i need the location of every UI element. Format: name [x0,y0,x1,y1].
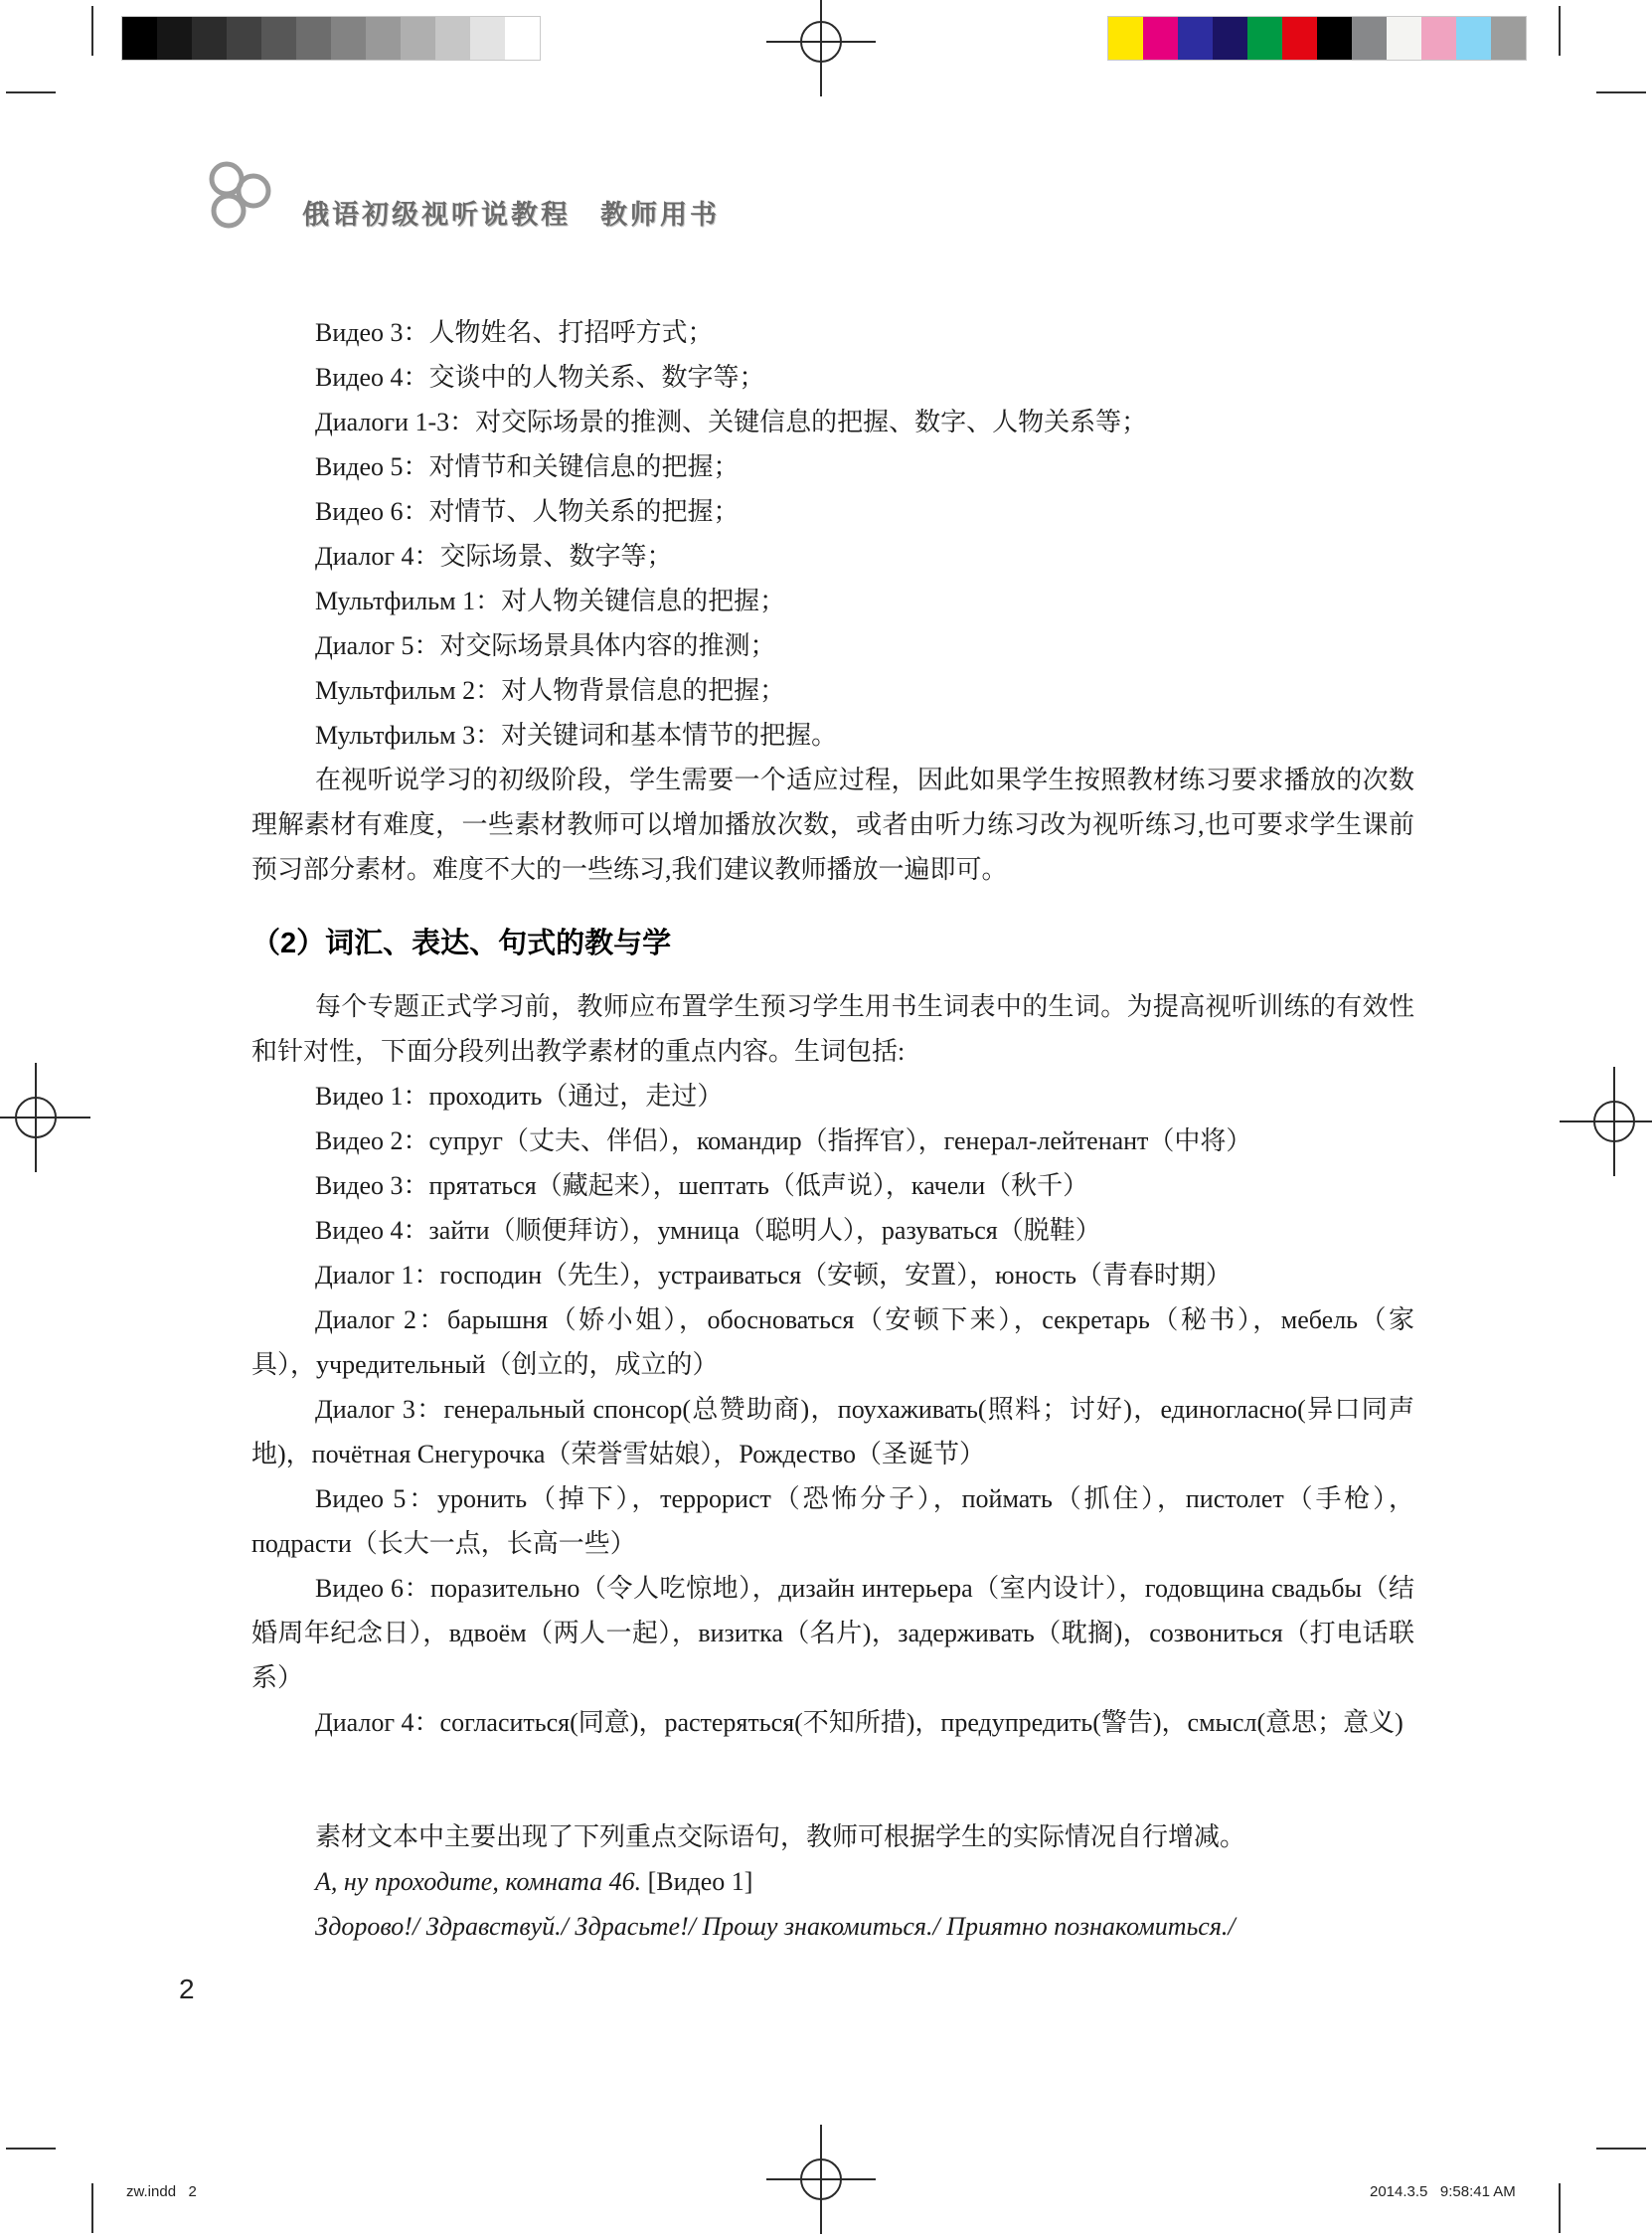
book-title: 俄语初级视听说教程 教师用书 [302,200,720,230]
crop-mark [6,2148,56,2150]
grayscale-swatch [157,17,192,60]
sample-sentence-1-russian: А, ну проходите, комната 46. [315,1867,642,1896]
overview-list-item: Мультфильм 3：对关键词和基本情节的把握。 [315,721,838,750]
overview-list-item: Диалог 4：交际场景、数字等； [315,542,673,571]
color-swatch [1213,17,1247,60]
sample-sentence-2: Здорово!/ Здравствуй./ Здрасьте!/ Прошу знакомиться./ Приятно познакомиться./ [315,1912,1236,1941]
crop-mark [1596,2148,1646,2150]
color-swatch [1247,17,1282,60]
crop-mark [6,91,56,93]
grayscale-swatch [366,17,401,60]
vocab-list-item: Видео 4：зайти（顺便拜访），умница（聪明人），разуваться（脱鞋） [315,1216,1101,1245]
paragraph-vocab-intro: 每个专题正式学习前，教师应布置学生预习学生用书生词表中的生词。为提高视听训练的有效性和针对性，下面分段列出教学素材的重点内容。生词包括: [251,992,1414,1066]
color-swatch [1387,17,1421,60]
color-swatch [1456,17,1491,60]
overview-list-item: Видео 5：对情节和关键信息的把握； [315,452,740,481]
page-body [251,310,1414,1949]
grayscale-swatch [122,17,157,60]
crop-mark [1596,91,1646,93]
registration-mark-bottom [766,2125,876,2234]
overview-list-item: Видео 3：人物姓名、打招呼方式； [315,318,714,347]
vocab-list-item: Видео 1：проходить（通过，走过） [315,1082,724,1111]
color-swatch [1282,17,1317,60]
publisher-logo-icon [199,155,282,244]
color-swatch [1317,17,1352,60]
crop-mark [91,6,93,56]
section-heading: （2）词汇、表达、句式的教与学 [251,928,672,959]
overview-list-item: Диалоги 1-3：对交际场景的推测、关键信息的把握、数字、人物关系等； [315,408,1148,436]
vocab-list-item: Диалог 1：господин（先生），устраиваться（安顿，安置），юность（青春时期） [315,1261,1232,1290]
vocab-list-item: Диалог 2：барышня（娇小姐），обосноваться（安顿下来），секретарь（秘书），мебель（家具），учредительный（创立的，成立的） [251,1305,1414,1379]
color-swatch [1421,17,1456,60]
overview-list-item: Мультфильм 1：对人物关键信息的把握； [315,587,786,615]
color-calibration-bar [1107,16,1527,61]
crop-mark [91,2183,93,2233]
overview-list-item: Видео 6：对情节、人物关系的把握； [315,497,740,526]
color-swatch [1352,17,1387,60]
grayscale-swatch [401,17,435,60]
color-swatch [1178,17,1213,60]
grayscale-swatch [470,17,505,60]
vocab-list-item: Диалог 4：согласиться(同意)，растеряться(不知所措)，предупредить(警告)，смысл(意思；意义) [315,1708,1404,1737]
grayscale-swatch [331,17,366,60]
registration-mark-top [766,0,876,96]
vocab-list-item: Видео 6：поразительно（令人吃惊地），дизайн интерьера（室内设计），годовщина свадьбы（结婚周年纪念日），вдвоём（两人一起），визитка（名片)，задерживать（耽搁)，созвониться（打电话联系） [251,1574,1414,1692]
paragraph-adaptation: 在视听说学习的初级阶段，学生需要一个适应过程，因此如果学生按照教材练习要求播放的次数理解素材有难度，一些素材教师可以增加播放次数，或者由听力练习改为视听练习,也可要求学生课前预习部分素材。难度不大的一些练习,我们建议教师播放一遍即可。 [251,766,1414,884]
registration-mark-left [0,1063,90,1172]
color-swatch [1108,17,1143,60]
grayscale-swatch [435,17,470,60]
grayscale-swatch [227,17,261,60]
crop-mark [1559,6,1561,56]
footer-timestamp: 2014.3.5 9:58:41 AM [1370,2183,1516,2200]
paragraph-expressions: 素材文本中主要出现了下列重点交际语句，教师可根据学生的实际情况自行增减。 [315,1822,1246,1851]
color-swatch [1491,17,1526,60]
vocab-list-item: Диалог 3：генеральный спонсор(总赞助商)，поухаживать(照料；讨好)，единогласно(异口同声地)，почётная Снегурочка（荣誉雪姑娘），Рождество（圣诞节） [251,1395,1414,1468]
footer-file-info: zw.indd 2 [126,2183,197,2200]
overview-list-item: Видео 4：交谈中的人物关系、数字等； [315,363,765,392]
color-swatch [1143,17,1178,60]
grayscale-swatch [261,17,296,60]
vocab-list-item: Видео 5：уронить（掉下），террорист（恐怖分子），поймать（抓住），пистолет（手枪），подрасти（长大一点，长高一些） [251,1484,1414,1558]
sample-sentence-1 [251,1859,1414,1904]
grayscale-swatch [505,17,540,60]
overview-list-item: Мультфильм 2：对人物背景信息的把握； [315,676,786,705]
registration-mark-right [1560,1067,1652,1176]
crop-mark [1559,2183,1561,2233]
grayscale-calibration-bar [121,16,541,61]
vocab-list-item: Видео 3：прятаться（藏起来），шептать（低声说），качели（秋千） [315,1171,1089,1200]
overview-list-item: Диалог 5：对交际场景具体内容的推测； [315,631,776,660]
grayscale-swatch [296,17,331,60]
page-number: 2 [179,1974,195,2004]
sample-sentence-1-reference: [Видео 1] [641,1867,753,1896]
grayscale-swatch [192,17,227,60]
vocab-list-item: Видео 2：супруг（丈夫、伴侣），командир（指挥官），генерал-лейтенант（中将） [315,1126,1252,1155]
